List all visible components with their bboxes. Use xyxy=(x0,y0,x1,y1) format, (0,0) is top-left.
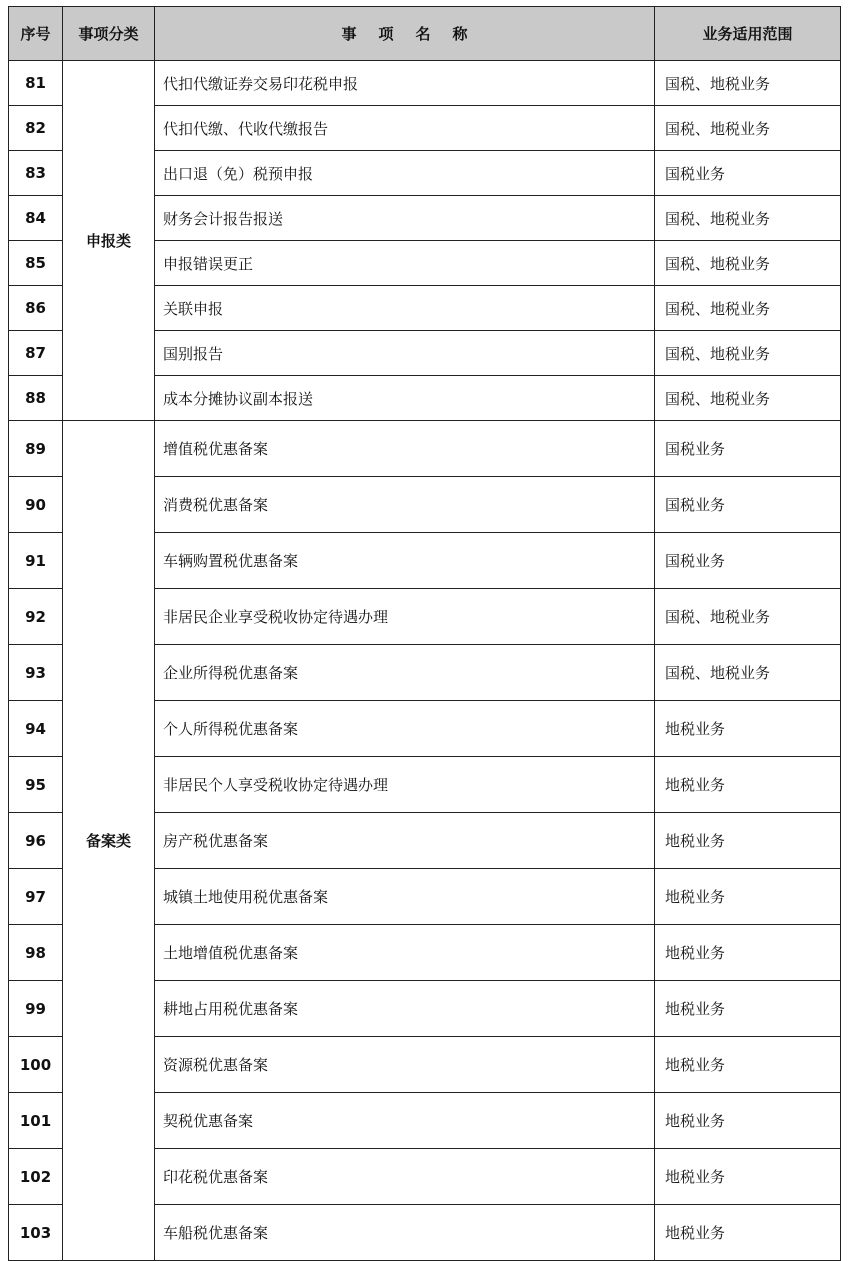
row-seq: 87 xyxy=(9,331,63,376)
row-scope: 地税业务 xyxy=(655,869,841,925)
row-scope: 地税业务 xyxy=(655,1037,841,1093)
row-seq: 95 xyxy=(9,757,63,813)
row-seq: 98 xyxy=(9,925,63,981)
row-item-name: 申报错误更正 xyxy=(155,241,655,286)
row-scope: 地税业务 xyxy=(655,701,841,757)
row-item-name: 印花税优惠备案 xyxy=(155,1149,655,1205)
row-seq: 88 xyxy=(9,376,63,421)
header-name: 事项名称 xyxy=(155,7,655,61)
row-seq: 86 xyxy=(9,286,63,331)
table-row xyxy=(9,421,841,477)
row-seq: 101 xyxy=(9,1093,63,1149)
row-seq: 92 xyxy=(9,589,63,645)
row-scope: 国税、地税业务 xyxy=(655,196,841,241)
row-item-name: 耕地占用税优惠备案 xyxy=(155,981,655,1037)
row-item-name: 财务会计报告报送 xyxy=(155,196,655,241)
row-item-name: 关联申报 xyxy=(155,286,655,331)
row-item-name: 消费税优惠备案 xyxy=(155,477,655,533)
row-scope: 地税业务 xyxy=(655,1149,841,1205)
row-seq: 96 xyxy=(9,813,63,869)
header-category: 事项分类 xyxy=(63,7,155,61)
row-scope: 国税业务 xyxy=(655,151,841,196)
row-item-name: 非居民企业享受税收协定待遇办理 xyxy=(155,589,655,645)
row-item-name: 非居民个人享受税收协定待遇办理 xyxy=(155,757,655,813)
row-item-name: 城镇土地使用税优惠备案 xyxy=(155,869,655,925)
category-cell: 申报类 xyxy=(63,61,155,421)
row-seq: 83 xyxy=(9,151,63,196)
row-item-name: 成本分摊协议副本报送 xyxy=(155,376,655,421)
row-scope: 地税业务 xyxy=(655,1205,841,1261)
row-item-name: 车船税优惠备案 xyxy=(155,1205,655,1261)
row-scope: 国税、地税业务 xyxy=(655,61,841,106)
row-scope: 地税业务 xyxy=(655,1093,841,1149)
category-cell: 备案类 xyxy=(63,421,155,1261)
row-seq: 93 xyxy=(9,645,63,701)
row-scope: 地税业务 xyxy=(655,813,841,869)
header-row xyxy=(9,7,841,61)
row-scope: 国税业务 xyxy=(655,533,841,589)
table-body xyxy=(9,61,841,1261)
row-scope: 国税、地税业务 xyxy=(655,589,841,645)
row-scope: 地税业务 xyxy=(655,925,841,981)
row-item-name: 资源税优惠备案 xyxy=(155,1037,655,1093)
row-seq: 81 xyxy=(9,61,63,106)
row-seq: 103 xyxy=(9,1205,63,1261)
row-seq: 94 xyxy=(9,701,63,757)
row-item-name: 国别报告 xyxy=(155,331,655,376)
row-seq: 85 xyxy=(9,241,63,286)
row-seq: 84 xyxy=(9,196,63,241)
row-scope: 国税、地税业务 xyxy=(655,376,841,421)
row-scope: 国税、地税业务 xyxy=(655,645,841,701)
row-scope: 国税、地税业务 xyxy=(655,241,841,286)
tax-items-table xyxy=(8,6,841,1261)
row-scope: 地税业务 xyxy=(655,981,841,1037)
row-item-name: 代扣代缴证券交易印花税申报 xyxy=(155,61,655,106)
row-seq: 91 xyxy=(9,533,63,589)
row-item-name: 增值税优惠备案 xyxy=(155,421,655,477)
row-item-name: 出口退（免）税预申报 xyxy=(155,151,655,196)
row-item-name: 房产税优惠备案 xyxy=(155,813,655,869)
row-seq: 89 xyxy=(9,421,63,477)
row-seq: 100 xyxy=(9,1037,63,1093)
row-seq: 99 xyxy=(9,981,63,1037)
row-scope: 国税业务 xyxy=(655,477,841,533)
table-row xyxy=(9,61,841,106)
header-scope: 业务适用范围 xyxy=(655,7,841,61)
header-seq: 序号 xyxy=(9,7,63,61)
row-item-name: 车辆购置税优惠备案 xyxy=(155,533,655,589)
row-scope: 国税、地税业务 xyxy=(655,106,841,151)
row-item-name: 企业所得税优惠备案 xyxy=(155,645,655,701)
row-scope: 国税、地税业务 xyxy=(655,286,841,331)
row-scope: 地税业务 xyxy=(655,757,841,813)
row-item-name: 代扣代缴、代收代缴报告 xyxy=(155,106,655,151)
row-seq: 102 xyxy=(9,1149,63,1205)
row-item-name: 契税优惠备案 xyxy=(155,1093,655,1149)
row-scope: 国税、地税业务 xyxy=(655,331,841,376)
row-seq: 82 xyxy=(9,106,63,151)
row-seq: 97 xyxy=(9,869,63,925)
row-item-name: 个人所得税优惠备案 xyxy=(155,701,655,757)
row-seq: 90 xyxy=(9,477,63,533)
row-scope: 国税业务 xyxy=(655,421,841,477)
row-item-name: 土地增值税优惠备案 xyxy=(155,925,655,981)
